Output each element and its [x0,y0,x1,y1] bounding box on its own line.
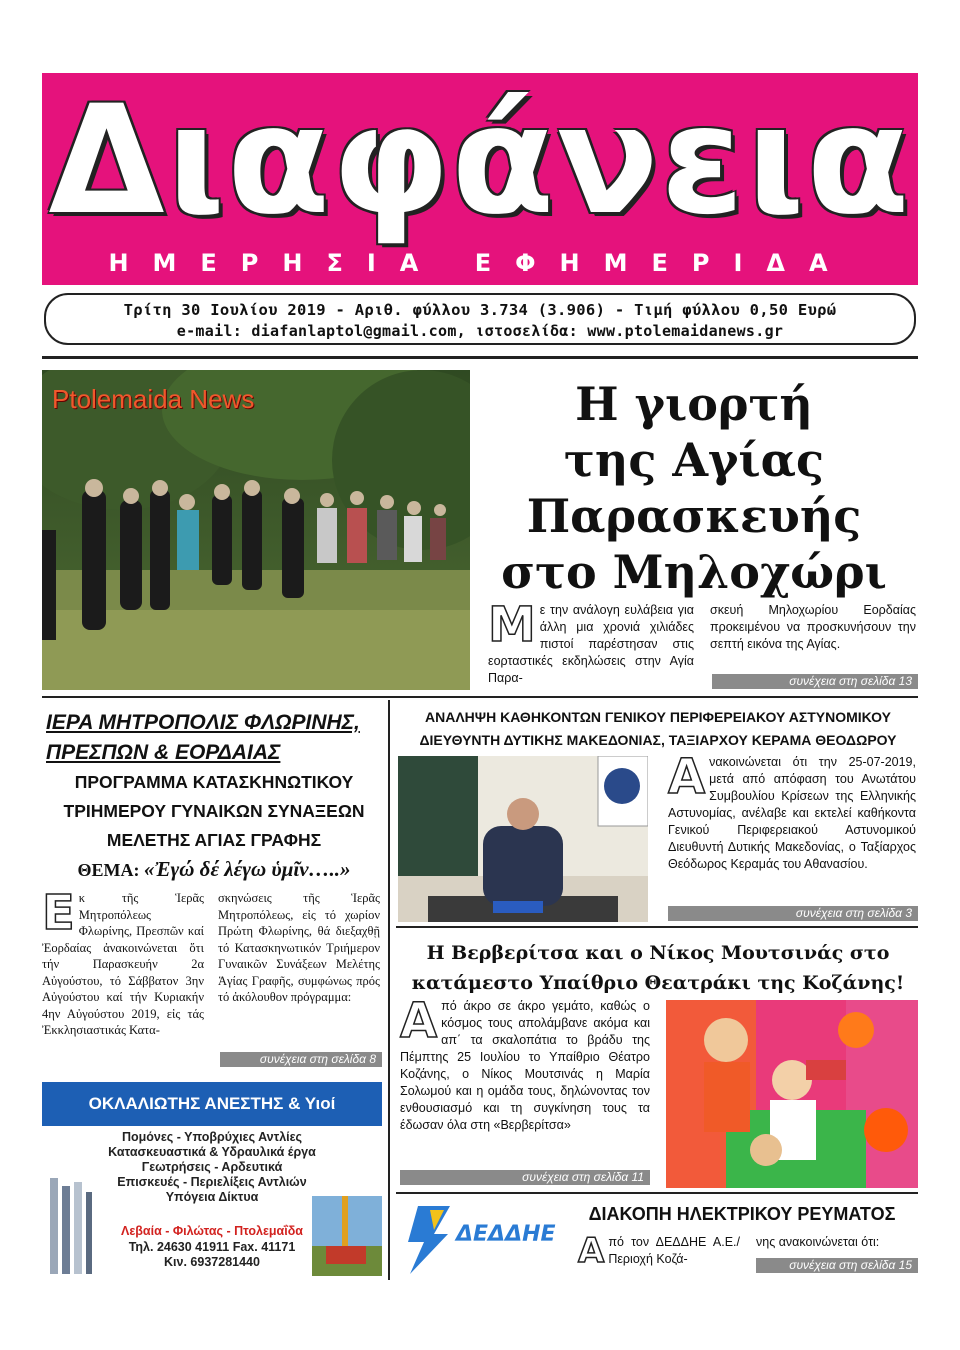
issue-info [44,293,916,345]
ververitsa-photo [666,1000,918,1188]
deddhe-headline: ΔΙΑΚΟΠΗ ΗΛΕΚΤΡΙΚΟΥ ΡΕΥΜΑΤΟΣ [588,1204,896,1224]
police-headline [398,706,918,752]
dropcap: Α [400,993,438,1049]
continue-link[interactable]: συνέχεια στη σελίδα 11 [400,1170,650,1185]
police-photo [398,756,648,922]
continue-link[interactable]: συνέχεια στη σελίδα 3 [668,906,918,921]
continue-link[interactable]: συνέχεια στη σελίδα 8 [220,1052,382,1067]
police-column [668,749,916,873]
divider [396,926,918,928]
deddhe-text-1: πό τον ΔΕΔΔΗΕ Α.Ε./Περιοχή Κοζά- [608,1235,740,1266]
theme-quote: «Ἐγώ δέ λέγω ὑμῖν…..» [143,857,351,881]
lead-photo [42,370,470,690]
police-text: νακοινώνεται ότι την 25-07-2019, μετά από απόφαση του Ανωτάτου Συμβουλίου Κρίσεων της Ελληνικής Αστυνομίας, ανέλαβε και εκτελεί καθήκοντα Γενικού Περιφερειακού Αστυνομικού Διευθυντή Δυτικής Μακεδονίας, ο Ταξίαρχος Θεόδωρος Κεραμάς του Αθανασίου. [668,755,916,871]
ververitsa-headline-line: Η Βερβερίτσα και ο Νίκος Μουτσινάς στο [426,942,890,964]
dropcap: Μ [488,597,536,653]
ververitsa-headline [398,938,918,998]
program-title: ΠΡΟΓΡΑΜΜΑ ΚΑΤΑΣΚΗΝΩΤΙΚΟΥ [74,772,354,792]
ad-banner-title: ΟΚΛΑΛΙΩΤΗΣ ΑΝΕΣΤΗΣ & Υιοί [42,1082,382,1126]
divider [396,1192,918,1194]
lead-headline [474,376,914,600]
program-title: ΤΡΙΗΜΕΡΟΥ ΓΥΝΑΙΚΩΝ ΣΥΝΑΞΕΩΝ [63,801,365,821]
newspaper-title: Διαφάνεια [48,74,912,248]
metropolis-text-1: κ τῆς Ἱερᾶς Μητροπόλεως Φλωρίνης, Πρεσπῶν καί Ἐορδαίας ἀνακοινώνεται ὅτι τήν Παρασκευήν 2α Αὐγούστου, τό Σάββατον 3ην Αὐγούστου καί τήν Κυριακήν 4ην Αὐγούστου 2019, εἰς τάς Ἐκκλησιαστικάς Κατα- [42,891,204,1037]
program-title: ΜΕΛΕΤΗΣ ΑΓΙΑΣ ΓΡΑΦΗΣ [106,830,322,850]
metropolis-column-2 [218,890,380,1006]
dropcap: Α [578,1231,605,1271]
ad-line: Επισκευές - Περιελίξεις Αντλιών [117,1175,307,1189]
theme-line [46,855,382,884]
deddhe-logo-text: ΔΕΔΔΗΕ [456,1222,556,1247]
performers-image [666,1000,918,1188]
theme-label: ΘΕΜΑ: [77,860,144,880]
ad-line: Γεωτρήσεις - Αρδευτικά [141,1160,283,1174]
ad-line: Πομόνες - Υποβρύχιες Αντλίες [121,1130,303,1144]
ad-line: Κατασκευαστικά & Υδραυλικά έργα [108,1145,316,1159]
continue-link[interactable]: συνέχεια στη σελίδα 13 [712,674,918,689]
deddhe-logo [400,1196,560,1276]
lead-text-2: σκευή Μηλοχωρίου Εορδαίας προκειμένου να προσκυνήσουν την σεπτή εικόνα της Αγίας. [710,603,916,651]
headline-line: στο Μηλοχώρι [501,545,887,599]
newspaper-subtitle: ΗΜΕΡΗΣΙΑ ΕΦΗΜΕΡΙΔΑ [108,249,852,277]
ad-mobile: Κιν. 6937281440 [164,1255,260,1269]
divider [42,696,918,698]
ad-location: Λεβαία - Φιλώτας - Πτολεμαΐδα [121,1224,303,1238]
metropolis-column-1 [42,885,204,1039]
masthead [42,73,918,285]
ad-body [42,1126,382,1276]
watermark: Ptolemaida News [52,384,255,414]
police-headline-line: ΑΝΑΛΗΨΗ ΚΑΘΗΚΟΝΤΩΝ ΓΕΝΙΚΟΥ ΠΕΡΙΦΕΡΕΙΑΚΟΥ ΑΣΤΥΝΟΜΙΚΟΥ [424,709,891,725]
dropcap: Α [668,749,706,805]
officer-image [398,756,648,922]
deddhe-column-1 [578,1231,740,1271]
column-separator [388,700,390,1280]
procession-image [42,370,470,690]
issue-line: Τρίτη 30 Ιουλίου 2019 - Αριθ. φύλλου 3.734 (3.906) - Τιμή φύλλου 0,50 Ευρώ [123,301,837,319]
headline-line: Παρασκευής [526,489,862,543]
continue-link[interactable]: συνέχεια στη σελίδα 15 [756,1258,918,1273]
police-headline-line: ΔΙΕΥΘΥΝΤΗ ΔΥΤΙΚΗΣ ΜΑΚΕΔΟΝΙΑΣ, ΤΑΞΙΑΡΧΟΥ ΚΕΡΑΜΑ ΘΕΟΔΩΡΟΥ [419,732,897,748]
metropolis-header [46,708,382,884]
ververitsa-column [400,993,650,1134]
metropolis-title: ΠΡΕΣΠΩΝ & ΕΟΡΔΑΙΑΣ [46,741,281,764]
lead-column-1 [488,597,694,687]
ververitsa-headline-line: κατάμεστο Υπαίθριο Θεατράκι της Κοζάνης! [411,972,905,994]
metropolis-text-2: σκηνώσεις τῆς Ἱερᾶς Μητροπόλεως, εἰς τό χωρίον Πρώτη Φλωρίνης, θά διεξαχθῇ τό Κατασκηνωτικόν Τριήμερον Γυναικῶν Συνάξεων Μελέτης Ἁγίας Γραφῆς, συμφώνως πρός τό ἀκόλουθον πρόγραμμα: [218,891,380,1004]
lead-column-2 [710,602,916,653]
contact-line: e-mail: diafanlaptol@gmail.com, ιστοσελίδα: www.ptolemaidanews.gr [176,322,784,340]
ad-line: Υπόγεια Δίκτυα [165,1190,259,1204]
headline-line: Η γιορτή [575,377,813,431]
ad-phone: Τηλ. 24630 41911 Fax. 41171 [128,1240,296,1254]
divider [42,356,918,359]
ververitsa-text: πό άκρο σε άκρο γεμάτο, καθώς ο κόσμος τους απολάμβανε ακόμα και απ΄ τα σκαλοπάτια το βράδυ της Πέμπτης 25 Ιουλίου το Υπαίθριο Θέατρο Κοζάνης, ο Νίκος Μουτσινάς η Μαρία Σολωμού και η ομάδα τους, δηλώνοντας τον ενθουσιασμό και τη συγκίνηση τους τα έδωσαν όλα στη «Βερβερίτσα» [400,999,650,1132]
deddhe-text-2: νης ανακοινώνεται ότι: [756,1235,880,1249]
deddhe-column-2 [756,1234,918,1251]
headline-line: της Αγίας [563,433,825,487]
dropcap: Ε [42,885,75,941]
metropolis-title: ΙΕΡΑ ΜΗΤΡΟΠΟΛΙΣ ΦΛΩΡΙΝΗΣ, [46,711,360,734]
lead-text-1: ε την ανάλογη ευλάβεια για άλλη μια χρονιά χιλιάδες πιστοί παρέστησαν στις εορταστικές εκδηλώσεις στην Αγία Παρα- [488,603,694,685]
